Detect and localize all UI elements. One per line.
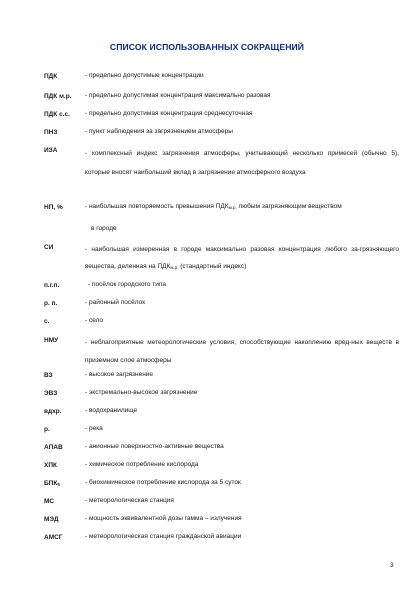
abbr-bpk5-text: БПК	[44, 480, 58, 487]
def-vdhr: - водохранилище	[85, 407, 138, 414]
def-rp: - районный посёлок	[85, 299, 146, 306]
def-bpk5: - биохимическое потребление кислорода за 5 суток	[85, 479, 241, 486]
def-evz: - экстремально-высокое загрязнение	[85, 389, 198, 396]
def-np	[85, 201, 399, 214]
abbr-np: НП, %	[44, 204, 63, 211]
abbr-pdk: ПДК	[44, 73, 58, 80]
abbr-selo: с.	[44, 318, 50, 325]
def-hpk: - химическое потребление кислорода	[85, 461, 199, 468]
abbr-rp: р. п.	[44, 300, 58, 307]
def-apav: - анионные поверхностно-активные вещества	[85, 443, 224, 450]
def-ms: - метеорологическая станция	[85, 497, 174, 504]
def-np-sub: м.р.	[228, 205, 237, 210]
abbr-pnz: ПНЗ	[44, 129, 58, 136]
def-amsg: - метеорологическая станция гражданской авиации	[85, 533, 242, 540]
def-med: - мощность эквивалентной дозы гамма – излучения	[85, 515, 242, 522]
abbr-hpk: ХПК	[44, 462, 57, 469]
def-si-sub: м.р.	[170, 265, 179, 270]
abbr-evz: ЭВЗ	[44, 390, 58, 397]
abbr-reka: р.	[44, 426, 50, 433]
def-np-text-end: любым загрязняющим веществом	[236, 203, 342, 210]
abbr-ms: МС	[44, 498, 55, 505]
abbr-vdhr: вдхр.	[44, 408, 62, 415]
def-si	[85, 241, 399, 276]
abbr-pdk-mr: ПДК м.р.	[44, 93, 72, 100]
abbr-vz: ВЗ	[44, 372, 53, 379]
abbr-pgp: п.г.п.	[44, 282, 60, 289]
abbr-iza: ИЗА	[44, 147, 58, 154]
def-reka: - река	[85, 425, 103, 432]
def-selo: - село	[85, 317, 104, 324]
abbr-nmu: НМУ	[44, 337, 59, 344]
abbr-apav: АПАВ	[44, 444, 63, 451]
def-np-text: - наибольшая повторяемость превышения ПДК	[85, 203, 229, 210]
def-pgp: - посёлок городского типа	[88, 281, 166, 288]
def-pdk-mr: - предельно допустимая концентрация максимально разовая	[85, 92, 271, 99]
def-vz: - высокое загрязнение	[85, 371, 154, 378]
def-si-text: - наибольшая измеренная в городе максимально разовая концентрация любого за-грязняющего вещества, деленная на ПДК	[85, 246, 399, 270]
def-np-line2: в городе	[91, 225, 117, 232]
abbr-si: СИ	[44, 244, 54, 251]
def-nmu: - неблагоприятные метеорологические условия, способствующие накоплению вред-ных веществ в приземном слое атмосферы	[85, 339, 399, 364]
abbr-pdk-ss: ПДК с.с.	[44, 111, 70, 118]
page-title: СПИСОК ИСПОЛЬЗОВАННЫХ СОКРАЩЕНИЙ	[109, 42, 305, 52]
def-si-text-end: (стандартный индекс)	[178, 263, 247, 270]
def-iza: - комплексный индекс загрязнения атмосферы, учитывающий несколько примесей (обычно 5), которые вносят наибольший вклад в загрязнение атмосферного воздуха	[85, 150, 399, 176]
def-pdk: - предельно допустимые концентрации	[85, 72, 204, 79]
abbr-med: МЭД	[44, 516, 59, 523]
abbr-amsg: АМСГ	[44, 534, 63, 541]
def-pnz: - пункт наблюдения за загрязнением атмосферы	[85, 128, 233, 135]
def-pdk-ss: - предельно допустимая концентрация среднесуточная	[85, 110, 253, 117]
page-number: 3	[390, 562, 394, 569]
abbr-bpk5-sub: 5	[57, 482, 60, 487]
abbr-bpk5	[44, 480, 60, 487]
